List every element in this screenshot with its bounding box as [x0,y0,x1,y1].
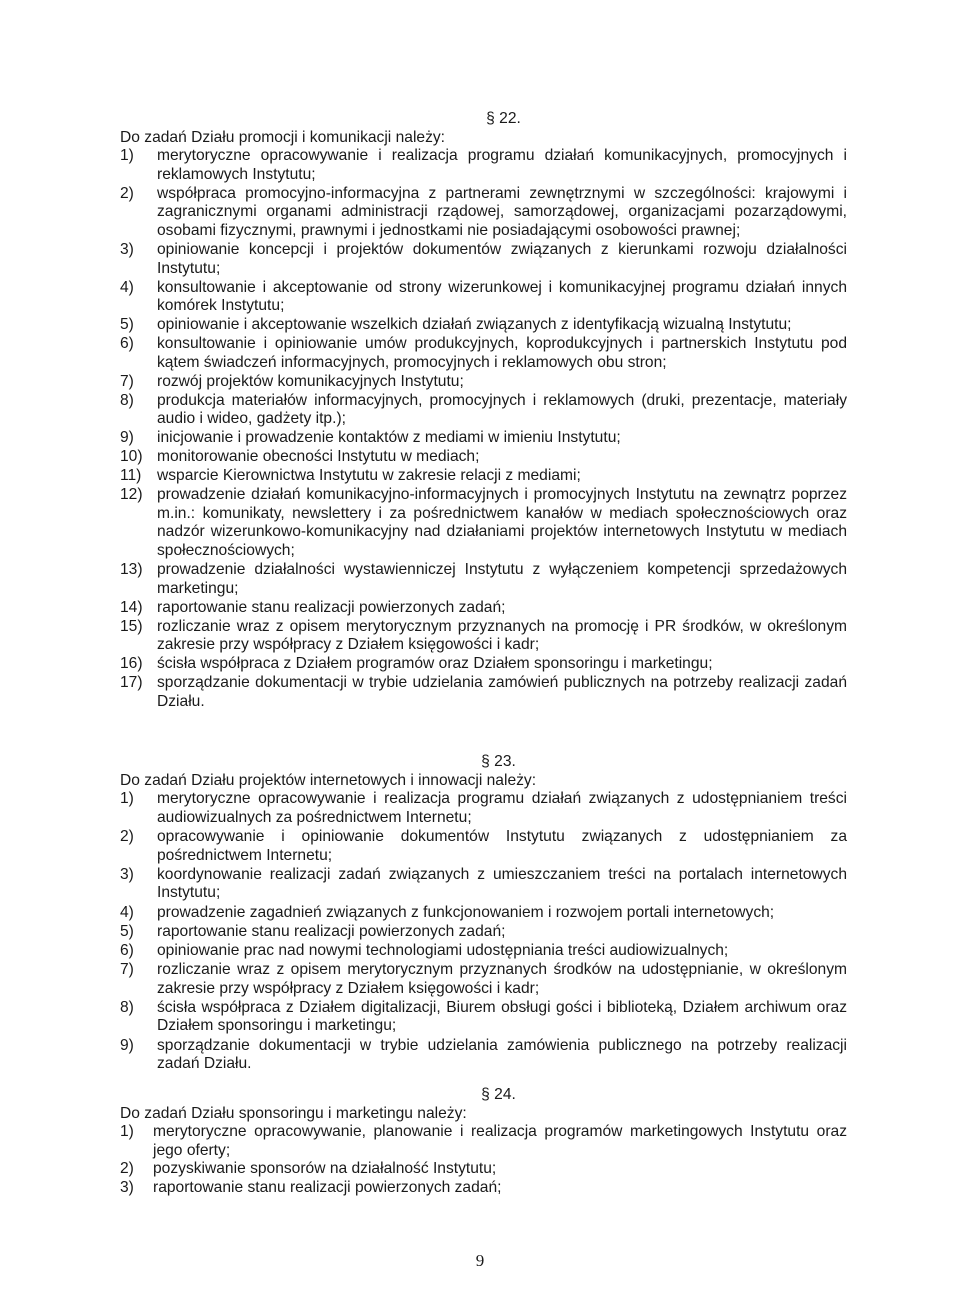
list-item-text: koordynowanie realizacji zadań związanych z umieszczaniem treści na portalach internetowych Instytutu; [157,865,847,902]
list-item [120,942,847,961]
section-title: § 22. [486,110,521,127]
list-item [120,655,847,674]
list-item-text: raportowanie stanu realizacji powierzonych zadań; [157,598,506,616]
list-item [120,599,847,618]
list-item-text: ścisła współpraca z Działem programów oraz Działem sponsoringu i marketingu; [157,655,713,673]
list-item [120,828,847,865]
list-item-number: 4) [120,278,134,296]
list-item [120,429,847,448]
list-item-text: prowadzenie działalności wystawienniczej Instytutu z wyłączeniem kompetencji sprzedażowych marketingu; [157,560,847,597]
section-intro: Do zadań Działu sponsoringu i marketingu należy: [120,1104,467,1122]
list-item [120,866,847,903]
section-intro: Do zadań Działu promocji i komunikacji należy: [120,128,446,146]
list-item-number: 8) [120,391,134,409]
list-item-number: 11) [120,467,142,485]
list-item [120,1160,847,1179]
list-item [120,923,847,942]
list-item-text: konsultowanie i opiniowanie umów produkcyjnych, koprodukcyjnych i partnerskich Instytutu pod kątem świadczeń informacyjnych, promocyjnych i reklamowych obu stron; [157,335,847,371]
list-item-text: opiniowanie prac nad nowymi technologiami udostępniania treści audiowizualnych; [157,941,729,959]
list-item [120,561,847,598]
list-item [120,790,847,827]
list-item-number: 3) [120,240,134,258]
list-item [120,961,847,998]
list-item-text: merytoryczne opracowywanie i realizacja programu działań związanych z udostępnianiem treści audiowizualnych za pośrednictwem Internetu; [157,790,847,826]
list-item [120,241,847,278]
section-title: § 24. [481,1086,516,1103]
list-item-number: 6) [120,335,134,353]
list-item-text: inicjowanie i prowadzenie kontaktów z mediami w imieniu Instytutu; [157,429,621,447]
list-item-text: prowadzenie działań komunikacyjno-informacyjnych i promocyjnych Instytutu na zewnątrz poprzez m.in.: komunikaty, newslettery i za pośrednictwem kanałów w mediach społecznościowych oraz nadzór wizerunkowo-komunikacyjny nad działaniami projektów internetowych Instytutu w mediach społecznościowych; [157,486,847,559]
list-item [120,147,847,184]
list-item-number: 12) [120,486,143,504]
list-item-text: merytoryczne opracowywanie i realizacja programu działań komunikacyjnych, promocyjnych i reklamowych Instytutu; [157,147,847,183]
list-item-text: konsultowanie i akceptowanie od strony wizerunkowej i komunikacyjnej programu działań innych komórek Instytutu; [157,278,847,315]
list-item-number: 1) [120,1123,134,1141]
list-item [120,185,847,241]
list-item-text: monitorowanie obecności Instytutu w mediach; [157,448,480,466]
list-item-number: 4) [120,903,134,921]
list-item [120,618,847,655]
section-24 [120,1086,847,1198]
list-item [120,373,847,392]
list-item-number: 2) [120,827,134,845]
list-item-text: opiniowanie i akceptowanie wszelkich działań związanych z identyfikacją wizualną Instytutu; [157,316,792,334]
list-item [120,486,847,560]
list-item-number: 9) [120,429,134,447]
list-item-text: produkcja materiałów informacyjnych, promocyjnych i reklamowych (druki, prezentacje, materiały audio i wideo, gadżety itp.); [157,391,847,428]
list-item-text: ścisła współpraca z Działem digitalizacji, Biurem obsługi gości i biblioteką, Działem archiwum oraz Działem sponsoringu i marketingu; [157,998,847,1035]
list-item-number: 2) [120,1160,134,1178]
list-item-text: prowadzenie zagadnień związanych z funkcjonowaniem i rozwojem portali internetowych; [157,903,775,921]
task-list [120,1123,847,1197]
list-item-number: 3) [120,865,134,883]
list-item [120,999,847,1036]
list-item [120,279,847,316]
list-item-number: 7) [120,961,134,979]
list-item-text: rozwój projektów komunikacyjnych Instytutu; [157,372,464,390]
section-22 [120,110,847,712]
list-item-text: pozyskiwanie sponsorów na działalność Instytutu; [153,1160,497,1178]
list-item-number: 17) [120,674,143,692]
list-item-text: sporządzanie dokumentacji w trybie udzielania zamówienia publicznego na potrzeby realizacji zadań Działu. [157,1036,847,1073]
page-number: 9 [475,1251,485,1270]
list-item [120,1123,847,1160]
list-item-number: 7) [120,372,134,390]
list-item-number: 14) [120,598,143,616]
list-item-number: 5) [120,922,134,940]
list-item-text: raportowanie stanu realizacji powierzonych zadań; [157,922,506,940]
list-item [120,904,847,923]
list-item-number: 10) [120,448,143,466]
list-item [120,1179,847,1198]
list-item-text: współpraca promocyjno-informacyjna z partnerami zewnętrznymi w szczególności: krajowymi i zagranicznymi organami administracji rządowej, samorządowej, organizacjami pozarządowymi, osobami fizycznymi, prawnymi i jednostkami nie posiadającymi osobowości prawnej; [157,184,847,239]
list-item-number: 1) [120,790,134,808]
list-item [120,392,847,429]
list-item [120,674,847,711]
list-item-number: 13) [120,560,143,578]
list-item-number: 1) [120,147,134,165]
list-item [120,448,847,467]
list-item-number: 2) [120,184,134,202]
list-item-number: 8) [120,998,134,1016]
list-item-text: raportowanie stanu realizacji powierzonych zadań; [153,1178,502,1196]
section-23 [120,753,847,1074]
list-item-number: 15) [120,617,143,635]
task-list [120,790,847,1074]
list-item-text: wsparcie Kierownictwa Instytutu w zakresie relacji z mediami; [157,467,581,485]
list-item [120,335,847,372]
list-item-text: sporządzanie dokumentacji w trybie udzielania zamówień publicznych na potrzeby realizacji zadań Działu. [157,674,847,710]
list-item [120,467,847,486]
list-item-number: 9) [120,1036,134,1054]
list-item-text: rozliczanie wraz z opisem merytorycznym przyznanych środków na udostępnianie, w określonym zakresie przy współpracy z Działem księgowości i kadr; [157,961,847,997]
list-item-number: 6) [120,941,134,959]
list-item-number: 16) [120,655,143,673]
list-item-number: 3) [120,1178,134,1196]
section-intro: Do zadań Działu projektów internetowych i innowacji należy: [120,771,537,789]
section-title: § 23. [481,753,516,770]
list-item-text: merytoryczne opracowywanie, planowanie i realizacja programów marketingowych Instytutu oraz jego oferty; [153,1123,847,1159]
list-item [120,316,847,335]
list-item-text: opiniowanie koncepcji i projektów dokumentów związanych z kierunkami rozwoju działalności Instytutu; [157,240,847,277]
list-item [120,1037,847,1074]
list-item-text: rozliczanie wraz z opisem merytorycznym przyznanych na promocję i PR środków, w określonym zakresie przy współpracy z Działem księgowości i kadr; [157,617,847,654]
list-item-text: opracowywanie i opiniowanie dokumentów Instytutu związanych z udostępnianiem za pośrednictwem Internetu; [157,827,847,864]
list-item-number: 5) [120,316,134,334]
task-list [120,147,847,711]
